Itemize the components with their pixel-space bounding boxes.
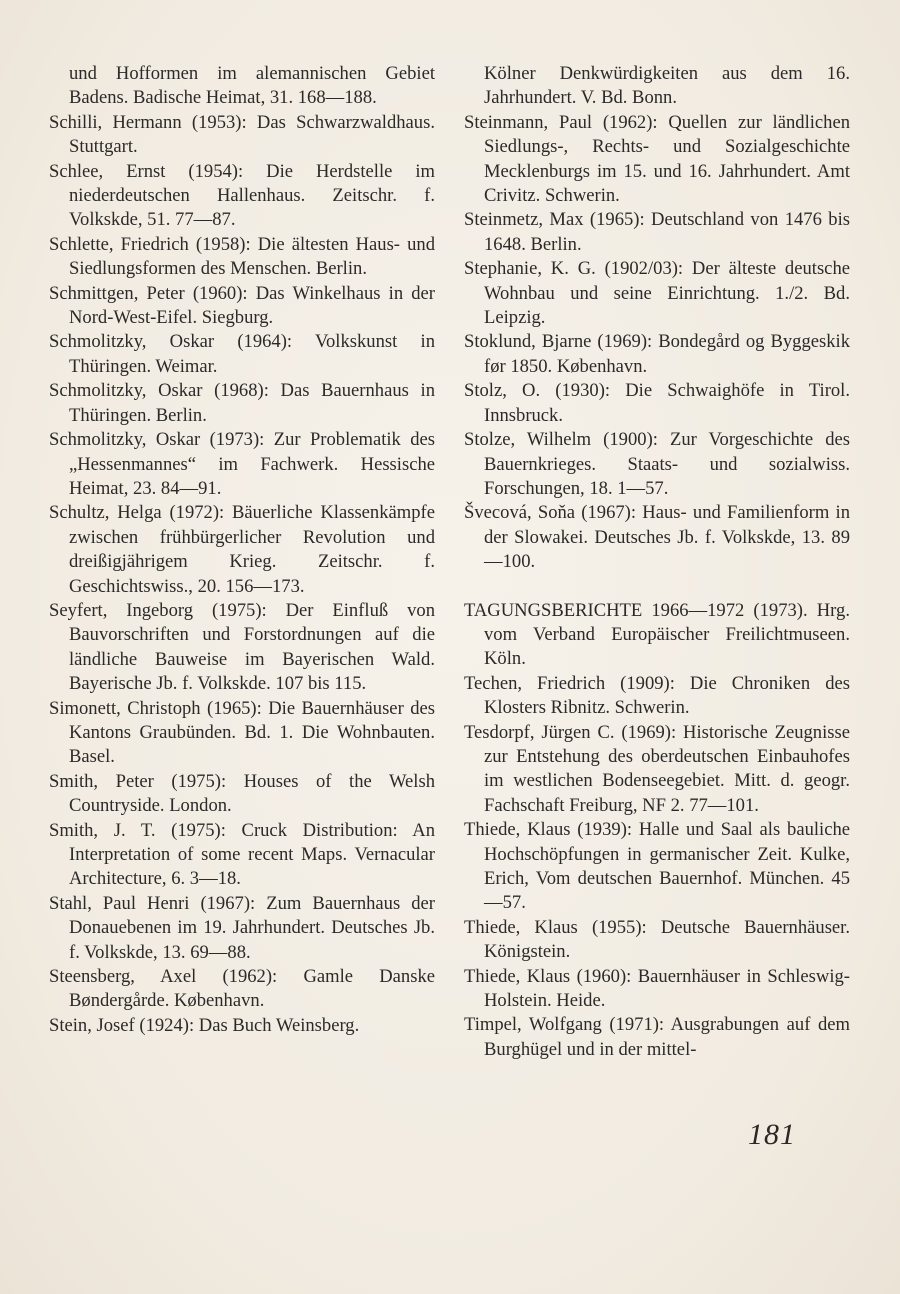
- left-column: [49, 62, 435, 1038]
- bibliography-entry: Stoklund, Bjarne (1969): Bondegård og Byggeskik før 1850. København.: [464, 331, 850, 377]
- bibliography-entry: und Hofformen im alemannischen Gebiet Badens. Badische Heimat, 31. 168—188.: [69, 63, 435, 109]
- bibliography-entry: Timpel, Wolfgang (1971): Ausgrabungen auf dem Burghügel und in der mittel-: [464, 1014, 850, 1060]
- bibliography-entry: Steinmetz, Max (1965): Deutschland von 1476 bis 1648. Berlin.: [464, 209, 850, 255]
- bibliography-entry: TAGUNGSBERICHTE 1966—1972 (1973). Hrg. vom Verband Europäischer Freilichtmuseen. Köln.: [464, 599, 850, 670]
- bibliography-entry: Smith, Peter (1975): Houses of the Welsh Countryside. London.: [49, 770, 435, 817]
- bibliography-entry: Schlette, Friedrich (1958): Die ältesten Haus- und Siedlungsformen des Menschen. Berlin.: [49, 233, 435, 280]
- bibliography-entry: Thiede, Klaus (1939): Halle und Saal als bauliche Hochschöpfungen in germanischer Zeit. Kulke, Erich, Vom deutschen Bauernhof. München. 45—57.: [464, 819, 850, 914]
- page-number: 181: [748, 1118, 796, 1151]
- bibliography-entry: Kölner Denkwürdigkeiten aus dem 16. Jahrhundert. V. Bd. Bonn.: [484, 63, 850, 109]
- bibliography-entry: Schultz, Helga (1972): Bäuerliche Klassenkämpfe zwischen frühbürgerlicher Revolution und dreißigjährigem Krieg. Zeitschr. f. Geschichtswiss., 20. 156—173.: [49, 502, 435, 597]
- right-column: [464, 62, 850, 1062]
- bibliography-entry: Techen, Friedrich (1909): Die Chroniken des Klosters Ribnitz. Schwerin.: [464, 672, 850, 719]
- bibliography-entry: Schlee, Ernst (1954): Die Herdstelle im niederdeutschen Hallenhaus. Zeitschr. f. Volkskde, 51. 77—87.: [49, 160, 435, 231]
- bibliography-entry: Tesdorpf, Jürgen C. (1969): Historische Zeugnisse zur Entstehung des oberdeutschen Einbauhofes im westlichen Bodenseegebiet. Mitt. d. geogr. Fachschaft Freiburg, NF 2. 77—101.: [464, 721, 850, 816]
- bibliography-entry: Schmolitzky, Oskar (1964): Volkskunst in Thüringen. Weimar.: [49, 331, 435, 377]
- bibliography-entry: Steinmann, Paul (1962): Quellen zur ländlichen Siedlungs-, Rechts- und Sozialgeschichte Mecklenburgs im 15. und 16. Jahrhundert. Amt Crivitz. Schwerin.: [464, 111, 850, 207]
- bibliography-entry: Thiede, Klaus (1960): Bauernhäuser in Schleswig-Holstein. Heide.: [464, 965, 850, 1012]
- bibliography-entry: Schmittgen, Peter (1960): Das Winkelhaus in der Nord-West-Eifel. Siegburg.: [49, 282, 435, 329]
- bibliography-entry: Stolze, Wilhelm (1900): Zur Vorgeschichte des Bauernkrieges. Staats- und sozialwiss. Forschungen, 18. 1—57.: [464, 429, 850, 499]
- bibliography-entry: Stephanie, K. G. (1902/03): Der älteste deutsche Wohnbau und seine Einrichtung. 1./2. Bd. Leipzig.: [464, 258, 850, 329]
- bibliography-entry: Švecová, Soňa (1967): Haus- und Familienform in der Slowakei. Deutsches Jb. f. Volkskde, 13. 89—100.: [464, 502, 850, 573]
- bibliography-entry: Simonett, Christoph (1965): Die Bauernhäuser des Kantons Graubünden. Bd. 1. Die Wohnbauten. Basel.: [49, 697, 435, 768]
- section-gap: [464, 575, 850, 599]
- bibliography-entry: Schilli, Hermann (1953): Das Schwarzwaldhaus. Stuttgart.: [49, 111, 435, 158]
- bibliography-entry: Stahl, Paul Henri (1967): Zum Bauernhaus der Donauebenen im 19. Jahrhundert. Deutsches Jb. f. Volkskde, 13. 69—88.: [49, 892, 435, 963]
- bibliography-entry: Thiede, Klaus (1955): Deutsche Bauernhäuser. Königstein.: [464, 916, 850, 963]
- bibliography-entry: Stolz, O. (1930): Die Schwaighöfe in Tirol. Innsbruck.: [464, 380, 850, 426]
- bibliography-entry: Stein, Josef (1924): Das Buch Weinsberg.: [49, 1014, 360, 1036]
- bibliography-entry: Schmolitzky, Oskar (1973): Zur Problematik des „Hessenmannes“ im Fachwerk. Hessische Heimat, 23. 84—91.: [49, 429, 435, 499]
- bibliography-entry: Smith, J. T. (1975): Cruck Distribution: An Interpretation of some recent Maps. Vernacular Architecture, 6. 3—18.: [49, 819, 435, 890]
- bibliography-entry: Seyfert, Ingeborg (1975): Der Einfluß von Bauvorschriften und Forstordnungen auf die ländliche Bauweise im Bayerischen Wald. Bayerische Jb. f. Volkskde. 107 bis 115.: [49, 599, 435, 695]
- bibliography-entry: Schmolitzky, Oskar (1968): Das Bauernhaus in Thüringen. Berlin.: [49, 380, 435, 426]
- bibliography-entry: Steensberg, Axel (1962): Gamle Danske Bøndergårde. København.: [49, 966, 435, 1012]
